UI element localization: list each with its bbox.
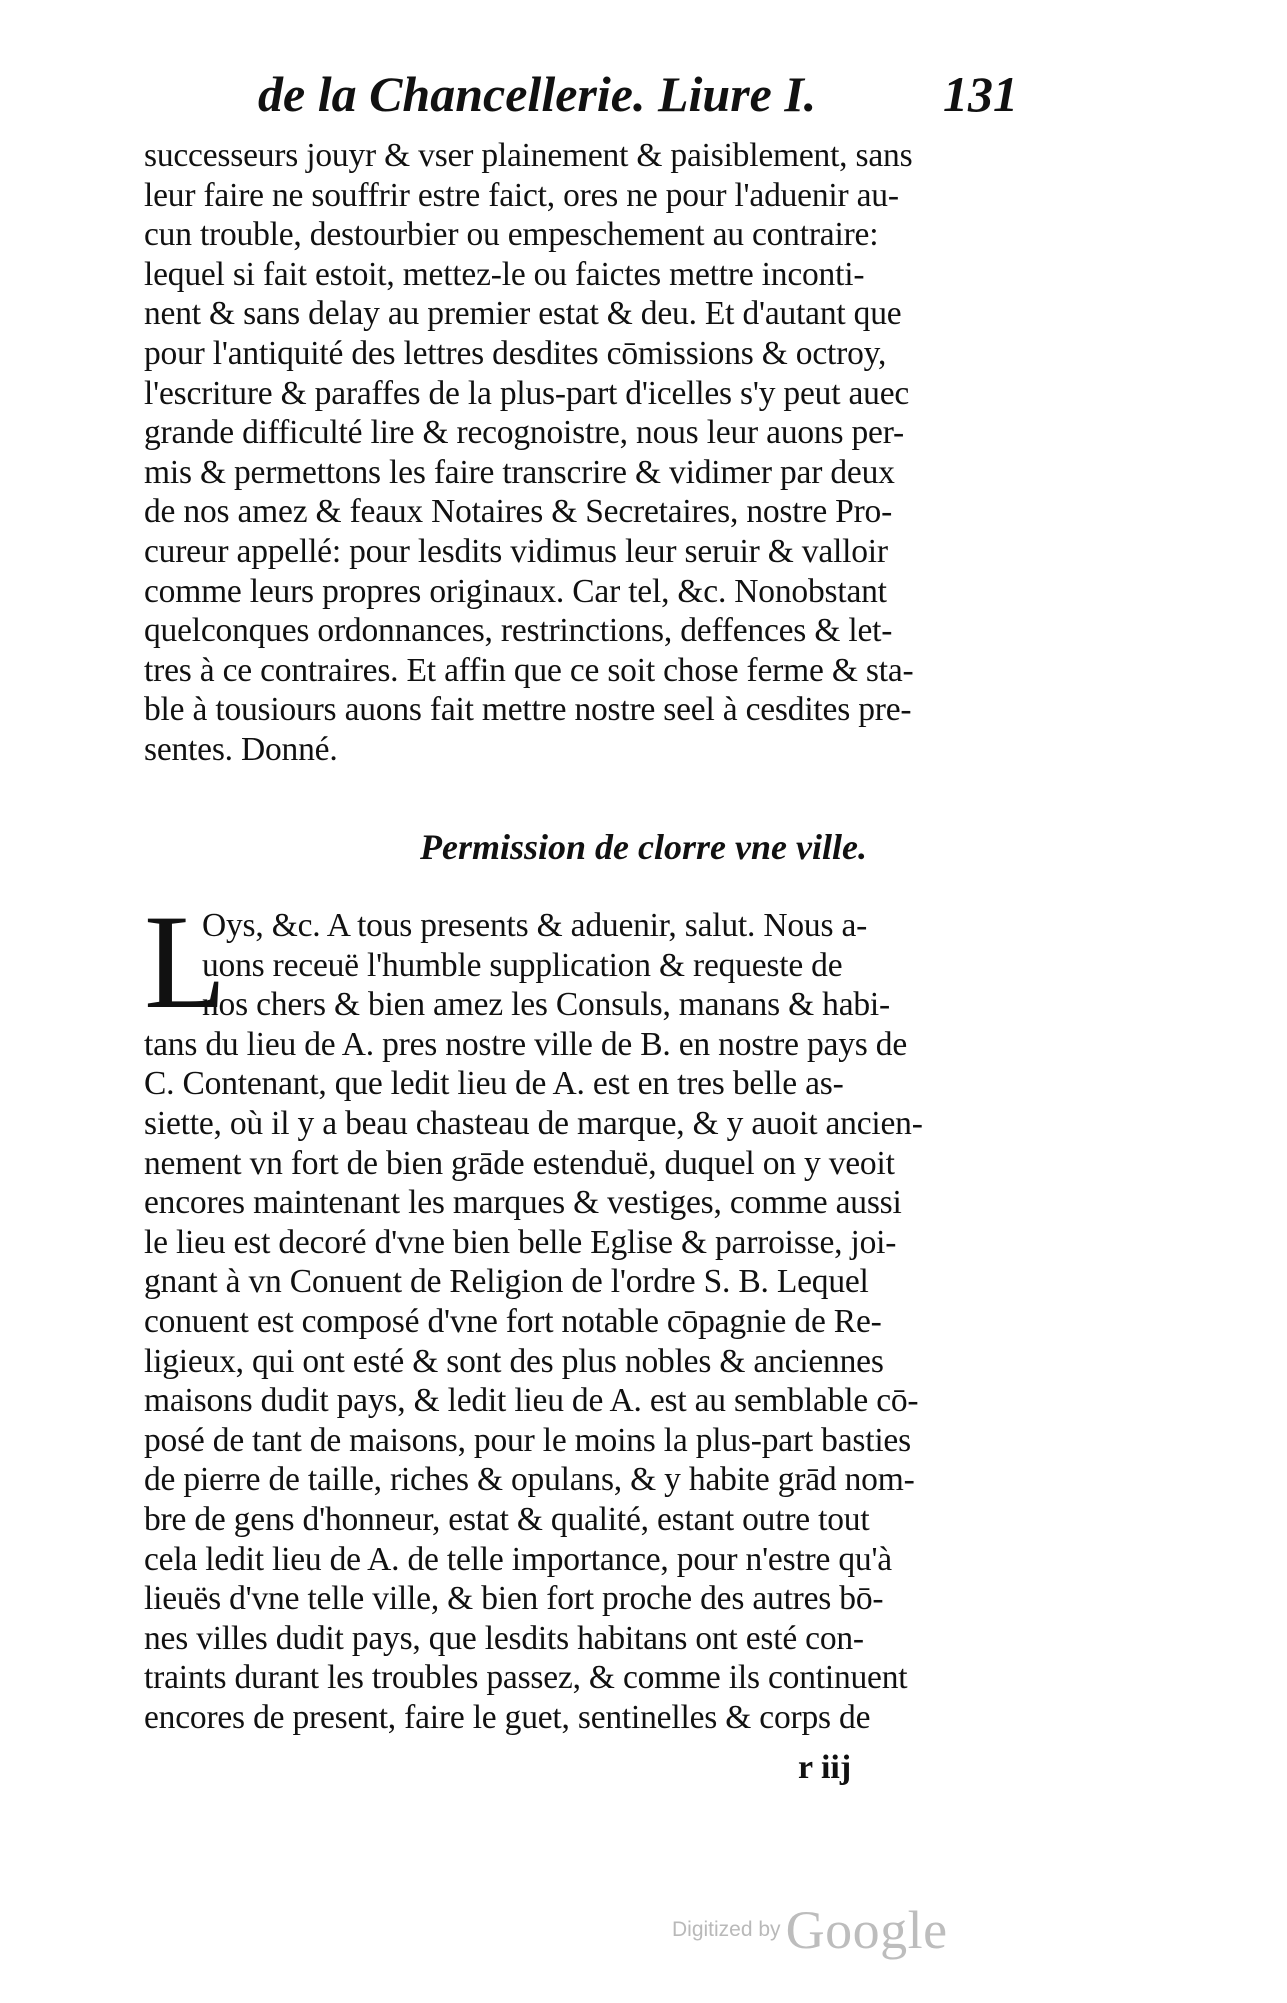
text-line: cela ledit lieu de A. de telle importance, pour n'estre qu'à — [144, 1540, 892, 1578]
text-line: grande difficulté lire & recognoistre, nous leur auons per- — [144, 414, 904, 452]
text-line: nent & sans delay au premier estat & deu. Et d'autant que — [144, 295, 902, 333]
google-logo: Google — [785, 1900, 948, 1960]
text-line: de nos amez & feaux Notaires & Secretaires, nostre Pro- — [144, 493, 893, 531]
text-line: conuent est composé d'vne fort notable cōpagnie de Re- — [144, 1302, 882, 1340]
text-line: Oys, &c. A tous presents & aduenir, salut. Nous a- — [202, 907, 868, 944]
text-line: encores maintenant les marques & vestiges, comme aussi — [144, 1184, 902, 1222]
text-line: cun trouble, destourbier ou empeschement au contraire: — [144, 216, 879, 254]
text-line: quelconques ordonnances, restrinctions, deffences & let- — [144, 612, 893, 650]
text-line: ligieux, qui ont esté & sont des plus nobles & anciennes — [144, 1342, 884, 1380]
text-line: traints durant les troubles passez, & comme ils continuent — [144, 1659, 908, 1697]
page-header — [258, 62, 1018, 132]
text-line: lequel si fait estoit, mettez-le ou faictes mettre inconti- — [144, 255, 865, 293]
text-line: tres à ce contraires. Et affin que ce soit chose ferme & sta- — [144, 651, 914, 689]
signature-mark: r iij — [798, 1749, 852, 1786]
text-line: posé de tant de maisons, pour le moins la plus-part basties — [144, 1421, 911, 1459]
page-number: 131 — [943, 66, 1018, 122]
text-line: nement vn fort de bien grāde estenduë, duquel on y veoit — [144, 1144, 895, 1182]
running-title: de la Chancellerie. Liure I. — [258, 66, 817, 122]
text-line: siette, où il y a beau chasteau de marque, & y auoit ancien- — [144, 1104, 923, 1142]
text-line: maisons dudit pays, & ledit lieu de A. est au semblable cō- — [144, 1382, 919, 1420]
text-line: pour l'antiquité des lettres desdites cōmissions & octroy, — [144, 334, 887, 372]
text-line: tans du lieu de A. pres nostre ville de B. en nostre pays de — [144, 1025, 907, 1063]
text-line: nes villes dudit pays, que lesdits habitans ont esté con- — [144, 1619, 864, 1657]
watermark-prefix: Digitized by — [672, 1918, 781, 1941]
drop-cap: L — [144, 888, 227, 1037]
text-line: de pierre de taille, riches & opulans, & y habite grād nom- — [144, 1461, 915, 1499]
text-line: ble à tousiours auons fait mettre nostre seel à cesdites pre- — [144, 691, 912, 729]
text-line: leur faire ne souffrir estre faict, ores ne pour l'aduenir au- — [144, 176, 899, 214]
text-line: mis & permettons les faire transcrire & vidimer par deux — [144, 453, 895, 491]
text-line: gnant à vn Conuent de Religion de l'ordre S. B. Lequel — [144, 1263, 869, 1301]
paragraph-letter — [144, 906, 1026, 1737]
text-line: nos chers & bien amez les Consuls, manans & habi- — [202, 986, 890, 1024]
text-line: comme leurs propres originaux. Car tel, &c. Nonobstant — [144, 572, 887, 610]
text-line: lieuës d'vne telle ville, & bien fort proche des autres bō- — [144, 1580, 884, 1618]
digitization-watermark — [672, 1902, 1012, 1962]
text-line: uons receuë l'humble supplication & requeste de — [202, 946, 843, 984]
text-line: l'escriture & paraffes de la plus-part d'icelles s'y peut auec — [144, 374, 910, 412]
text-line: encores de present, faire le guet, sentinelles & corps de — [144, 1698, 871, 1736]
text-line: sentes. Donné. — [144, 730, 338, 768]
section-heading: Permission de clorre vne ville. — [420, 827, 867, 867]
paragraph-continuation — [144, 136, 1026, 770]
text-line: C. Contenant, que ledit lieu de A. est en tres belle as- — [144, 1065, 844, 1103]
text-line: successeurs jouyr & vser plainement & paisiblement, sans — [144, 137, 913, 174]
text-line: le lieu est decoré d'vne bien belle Eglise & parroisse, joi- — [144, 1223, 897, 1261]
text-line: cureur appellé: pour lesdits vidimus leur seruir & valloir — [144, 532, 888, 570]
text-line: bre de gens d'honneur, estat & qualité, estant outre tout — [144, 1500, 870, 1538]
